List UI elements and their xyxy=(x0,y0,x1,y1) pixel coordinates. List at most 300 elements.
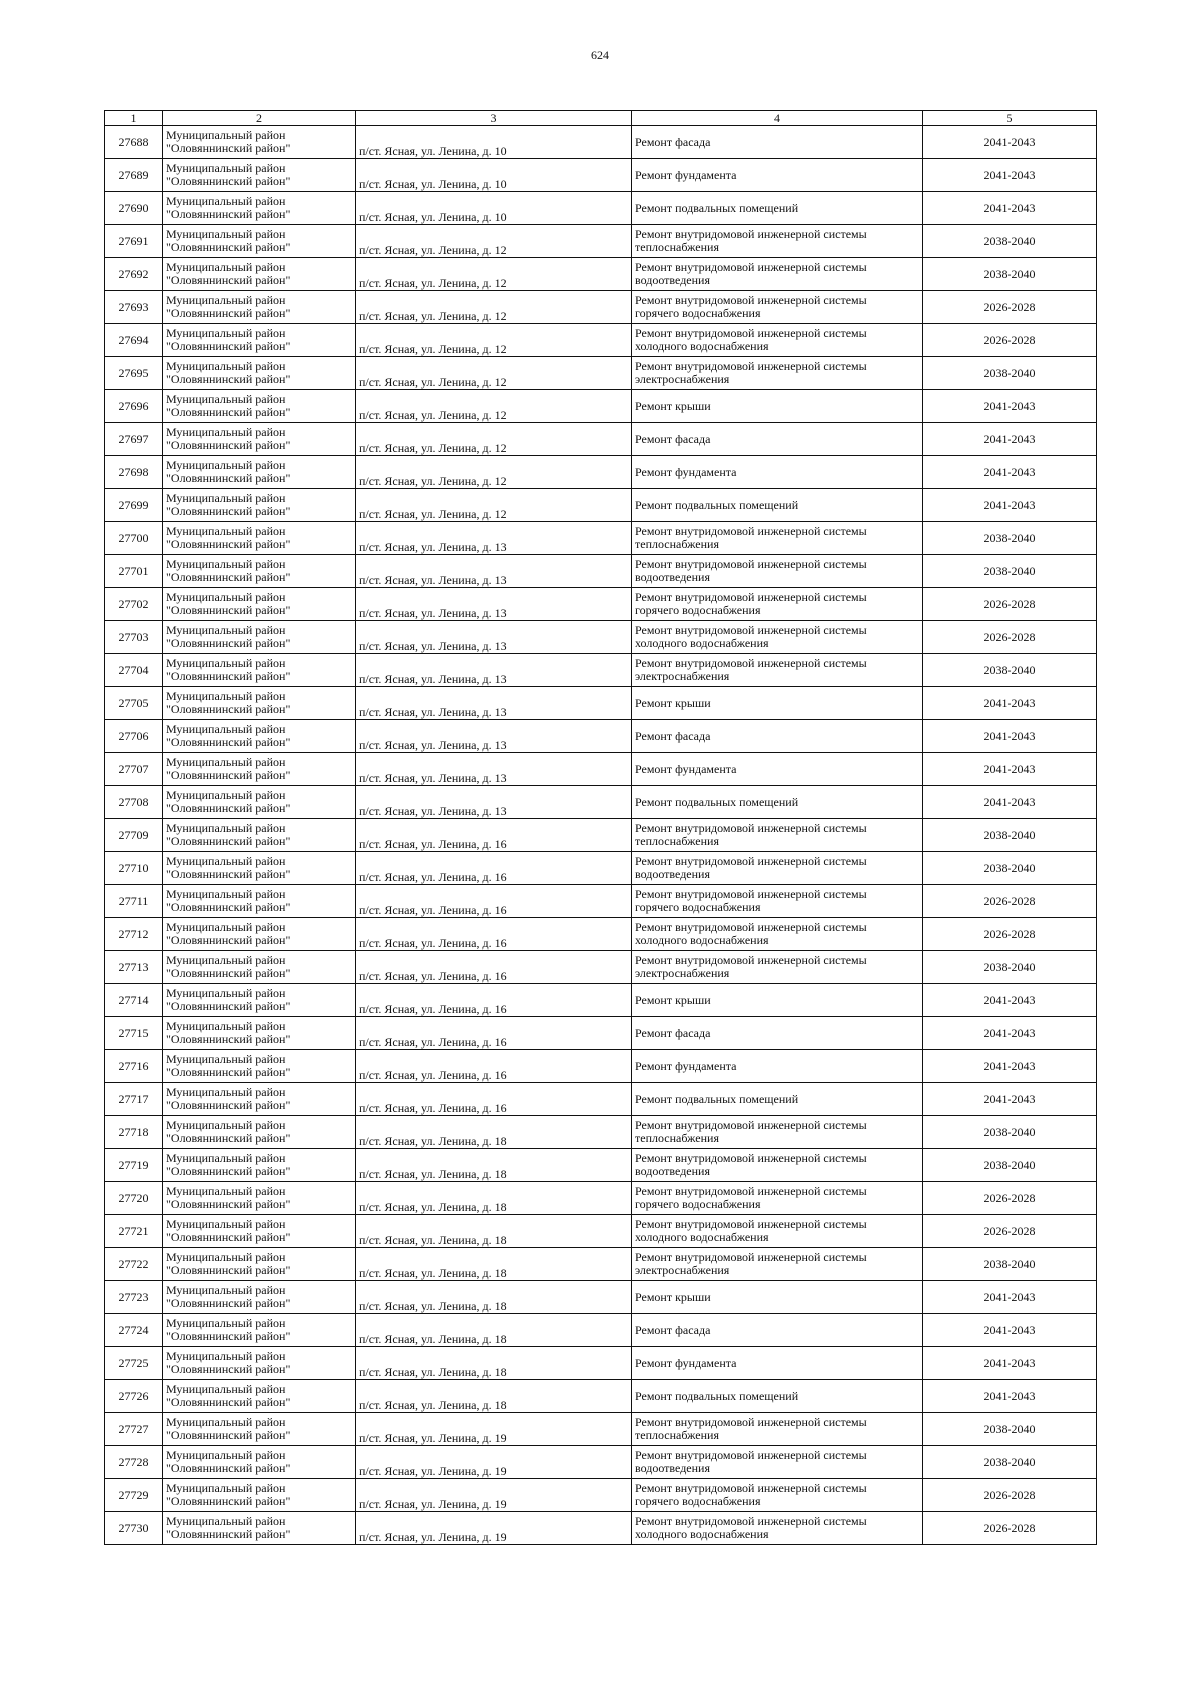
work-type-line: электроснабжения xyxy=(635,966,730,980)
table-row xyxy=(105,357,1097,390)
row-number-cell: 27727 xyxy=(105,1413,163,1446)
work-type-line: теплоснабжения xyxy=(635,537,719,551)
district-cell xyxy=(163,423,356,456)
address-cell: п/ст. Ясная, ул. Ленина, д. 10 xyxy=(356,126,632,159)
district-line: Муниципальный район xyxy=(166,1151,286,1165)
address-cell: п/ст. Ясная, ул. Ленина, д. 18 xyxy=(356,1182,632,1215)
district-line: Муниципальный район xyxy=(166,293,286,307)
address-cell: п/ст. Ясная, ул. Ленина, д. 12 xyxy=(356,291,632,324)
district-line: "Оловяннинский район" xyxy=(166,1032,291,1046)
period-cell: 2038-2040 xyxy=(923,1149,1097,1182)
row-number-cell: 27702 xyxy=(105,588,163,621)
district-line: Муниципальный район xyxy=(166,788,286,802)
work-type-line: Ремонт фундамента xyxy=(635,761,737,776)
work-type-line: водоотведения xyxy=(635,867,710,881)
district-cell xyxy=(163,1512,356,1545)
address-cell: п/ст. Ясная, ул. Ленина, д. 13 xyxy=(356,786,632,819)
address-cell: п/ст. Ясная, ул. Ленина, д. 16 xyxy=(356,1083,632,1116)
row-number-cell: 27710 xyxy=(105,852,163,885)
district-line: "Оловяннинский район" xyxy=(166,438,291,452)
address-cell: п/ст. Ясная, ул. Ленина, д. 12 xyxy=(356,324,632,357)
row-number-cell: 27726 xyxy=(105,1380,163,1413)
row-number-cell: 27716 xyxy=(105,1050,163,1083)
work-type-line: электроснабжения xyxy=(635,669,730,683)
district-line: "Оловяннинский район" xyxy=(166,1428,291,1442)
district-cell xyxy=(163,720,356,753)
work-type-line: Ремонт внутридомовой инженерной системы xyxy=(635,656,867,670)
work-type-cell xyxy=(632,324,923,357)
district-line: "Оловяннинский район" xyxy=(166,768,291,782)
district-cell xyxy=(163,1248,356,1281)
period-cell: 2038-2040 xyxy=(923,225,1097,258)
district-cell xyxy=(163,1050,356,1083)
work-type-line: Ремонт фундамента xyxy=(635,167,737,182)
table-row xyxy=(105,951,1097,984)
district-cell xyxy=(163,1479,356,1512)
address-cell: п/ст. Ясная, ул. Ленина, д. 13 xyxy=(356,522,632,555)
table-row xyxy=(105,1380,1097,1413)
district-line: Муниципальный район xyxy=(166,1217,286,1231)
table-row xyxy=(105,1314,1097,1347)
district-line: "Оловяннинский район" xyxy=(166,1164,291,1178)
work-type-line: Ремонт фундамента xyxy=(635,1355,737,1370)
district-line: "Оловяннинский район" xyxy=(166,603,291,617)
row-number-cell: 27699 xyxy=(105,489,163,522)
work-type-line: Ремонт внутридомовой инженерной системы xyxy=(635,1514,867,1528)
work-type-line: Ремонт внутридомовой инженерной системы xyxy=(635,1118,867,1132)
work-type-line: водоотведения xyxy=(635,570,710,584)
district-line: Муниципальный район xyxy=(166,722,286,736)
work-type-line: Ремонт внутридомовой инженерной системы xyxy=(635,953,867,967)
row-number-cell: 27700 xyxy=(105,522,163,555)
district-line: Муниципальный район xyxy=(166,392,286,406)
table-row xyxy=(105,885,1097,918)
work-type-cell xyxy=(632,1182,923,1215)
work-type-line: Ремонт фасада xyxy=(635,134,711,149)
table-row xyxy=(105,654,1097,687)
column-number-header xyxy=(105,111,1097,126)
district-line: Муниципальный район xyxy=(166,1382,286,1396)
address-cell: п/ст. Ясная, ул. Ленина, д. 19 xyxy=(356,1413,632,1446)
district-cell xyxy=(163,390,356,423)
district-line: Муниципальный район xyxy=(166,623,286,637)
work-type-line: Ремонт фасада xyxy=(635,1322,711,1337)
work-type-cell xyxy=(632,1215,923,1248)
work-type-line: Ремонт подвальных помещений xyxy=(635,1091,799,1106)
work-type-cell xyxy=(632,819,923,852)
row-number-cell: 27689 xyxy=(105,159,163,192)
district-line: Муниципальный район xyxy=(166,458,286,472)
row-number-cell: 27717 xyxy=(105,1083,163,1116)
row-number-cell: 27729 xyxy=(105,1479,163,1512)
district-cell xyxy=(163,1116,356,1149)
address-cell: п/ст. Ясная, ул. Ленина, д. 12 xyxy=(356,489,632,522)
district-cell xyxy=(163,1347,356,1380)
row-number-cell: 27728 xyxy=(105,1446,163,1479)
work-type-line: Ремонт внутридомовой инженерной системы xyxy=(635,557,867,571)
table-row xyxy=(105,984,1097,1017)
row-number-cell: 27692 xyxy=(105,258,163,291)
table-row xyxy=(105,1446,1097,1479)
district-line: "Оловяннинский район" xyxy=(166,1065,291,1079)
work-type-line: электроснабжения xyxy=(635,372,730,386)
row-number-cell: 27712 xyxy=(105,918,163,951)
district-line: "Оловяннинский район" xyxy=(166,339,291,353)
work-type-cell xyxy=(632,291,923,324)
work-type-cell xyxy=(632,1248,923,1281)
row-number-cell: 27718 xyxy=(105,1116,163,1149)
work-type-cell xyxy=(632,951,923,984)
district-line: "Оловяннинский район" xyxy=(166,240,291,254)
address-cell: п/ст. Ясная, ул. Ленина, д. 12 xyxy=(356,456,632,489)
table-row xyxy=(105,423,1097,456)
address-cell: п/ст. Ясная, ул. Ленина, д. 18 xyxy=(356,1116,632,1149)
work-type-cell xyxy=(632,456,923,489)
work-type-line: электроснабжения xyxy=(635,1263,730,1277)
work-type-line: холодного водоснабжения xyxy=(635,636,769,650)
work-type-cell xyxy=(632,1050,923,1083)
district-line: Муниципальный район xyxy=(166,227,286,241)
district-line: Муниципальный район xyxy=(166,1184,286,1198)
work-type-cell xyxy=(632,654,923,687)
address-cell: п/ст. Ясная, ул. Ленина, д. 16 xyxy=(356,984,632,1017)
work-type-cell xyxy=(632,621,923,654)
period-cell: 2041-2043 xyxy=(923,1017,1097,1050)
work-type-cell xyxy=(632,984,923,1017)
address-cell: п/ст. Ясная, ул. Ленина, д. 16 xyxy=(356,918,632,951)
table-row xyxy=(105,1182,1097,1215)
district-cell xyxy=(163,258,356,291)
district-line: Муниципальный район xyxy=(166,1481,286,1495)
row-number-cell: 27708 xyxy=(105,786,163,819)
address-cell: п/ст. Ясная, ул. Ленина, д. 18 xyxy=(356,1248,632,1281)
table-row xyxy=(105,291,1097,324)
work-type-line: Ремонт внутридомовой инженерной системы xyxy=(635,1448,867,1462)
row-number-cell: 27690 xyxy=(105,192,163,225)
district-cell xyxy=(163,192,356,225)
address-cell: п/ст. Ясная, ул. Ленина, д. 13 xyxy=(356,555,632,588)
table-row xyxy=(105,324,1097,357)
period-cell: 2041-2043 xyxy=(923,786,1097,819)
district-cell xyxy=(163,126,356,159)
period-cell: 2038-2040 xyxy=(923,852,1097,885)
district-line: Муниципальный район xyxy=(166,821,286,835)
period-cell: 2038-2040 xyxy=(923,1446,1097,1479)
row-number-cell: 27711 xyxy=(105,885,163,918)
district-line: Муниципальный район xyxy=(166,524,286,538)
district-cell xyxy=(163,1083,356,1116)
work-type-cell xyxy=(632,687,923,720)
row-number-cell: 27706 xyxy=(105,720,163,753)
table-row xyxy=(105,720,1097,753)
district-cell xyxy=(163,654,356,687)
period-cell: 2038-2040 xyxy=(923,1116,1097,1149)
district-line: Муниципальный район xyxy=(166,194,286,208)
row-number-cell: 27721 xyxy=(105,1215,163,1248)
district-line: Муниципальный район xyxy=(166,425,286,439)
district-line: Муниципальный район xyxy=(166,1052,286,1066)
work-type-line: Ремонт внутридомовой инженерной системы xyxy=(635,1217,867,1231)
row-number-cell: 27715 xyxy=(105,1017,163,1050)
work-type-cell xyxy=(632,489,923,522)
district-cell xyxy=(163,522,356,555)
row-number-cell: 27694 xyxy=(105,324,163,357)
period-cell: 2026-2028 xyxy=(923,1512,1097,1545)
period-cell: 2038-2040 xyxy=(923,654,1097,687)
district-line: "Оловяннинский район" xyxy=(166,1230,291,1244)
district-line: Муниципальный район xyxy=(166,590,286,604)
work-type-cell xyxy=(632,1281,923,1314)
table-row xyxy=(105,225,1097,258)
row-number-cell: 27724 xyxy=(105,1314,163,1347)
district-line: "Оловяннинский район" xyxy=(166,867,291,881)
district-line: Муниципальный район xyxy=(166,128,286,142)
work-type-line: Ремонт внутридомовой инженерной системы xyxy=(635,260,867,274)
district-line: "Оловяннинский район" xyxy=(166,669,291,683)
address-cell: п/ст. Ясная, ул. Ленина, д. 10 xyxy=(356,192,632,225)
address-cell: п/ст. Ясная, ул. Ленина, д. 16 xyxy=(356,852,632,885)
row-number-cell: 27705 xyxy=(105,687,163,720)
address-cell: п/ст. Ясная, ул. Ленина, д. 13 xyxy=(356,753,632,786)
district-cell xyxy=(163,291,356,324)
district-line: "Оловяннинский район" xyxy=(166,636,291,650)
work-type-line: теплоснабжения xyxy=(635,1131,719,1145)
work-type-line: Ремонт внутридомовой инженерной системы xyxy=(635,227,867,241)
district-cell xyxy=(163,555,356,588)
work-type-line: водоотведения xyxy=(635,1461,710,1475)
district-line: Муниципальный район xyxy=(166,1283,286,1297)
table-row xyxy=(105,687,1097,720)
address-cell: п/ст. Ясная, ул. Ленина, д. 19 xyxy=(356,1446,632,1479)
period-cell: 2026-2028 xyxy=(923,291,1097,324)
district-line: "Оловяннинский район" xyxy=(166,1527,291,1541)
address-cell: п/ст. Ясная, ул. Ленина, д. 12 xyxy=(356,390,632,423)
column-header-2: 2 xyxy=(163,111,356,126)
work-type-line: Ремонт фасада xyxy=(635,431,711,446)
work-type-cell xyxy=(632,1446,923,1479)
period-cell: 2026-2028 xyxy=(923,1182,1097,1215)
district-line: Муниципальный район xyxy=(166,359,286,373)
period-cell: 2041-2043 xyxy=(923,390,1097,423)
work-type-line: Ремонт крыши xyxy=(635,398,711,413)
district-cell xyxy=(163,852,356,885)
address-cell: п/ст. Ясная, ул. Ленина, д. 10 xyxy=(356,159,632,192)
period-cell: 2038-2040 xyxy=(923,1413,1097,1446)
district-line: "Оловяннинский район" xyxy=(166,999,291,1013)
row-number-cell: 27719 xyxy=(105,1149,163,1182)
district-line: "Оловяннинский район" xyxy=(166,702,291,716)
period-cell: 2038-2040 xyxy=(923,951,1097,984)
table-row xyxy=(105,1413,1097,1446)
period-cell: 2041-2043 xyxy=(923,1314,1097,1347)
district-line: "Оловяннинский район" xyxy=(166,306,291,320)
work-type-line: Ремонт внутридомовой инженерной системы xyxy=(635,821,867,835)
work-type-line: Ремонт крыши xyxy=(635,992,711,1007)
work-type-cell xyxy=(632,720,923,753)
district-cell xyxy=(163,588,356,621)
work-type-cell xyxy=(632,1116,923,1149)
work-type-line: Ремонт внутридомовой инженерной системы xyxy=(635,359,867,373)
district-line: "Оловяннинский район" xyxy=(166,273,291,287)
period-cell: 2038-2040 xyxy=(923,555,1097,588)
district-line: Муниципальный район xyxy=(166,854,286,868)
address-cell: п/ст. Ясная, ул. Ленина, д. 16 xyxy=(356,819,632,852)
period-cell: 2026-2028 xyxy=(923,621,1097,654)
district-line: "Оловяннинский район" xyxy=(166,1362,291,1376)
district-cell xyxy=(163,1446,356,1479)
address-cell: п/ст. Ясная, ул. Ленина, д. 18 xyxy=(356,1215,632,1248)
district-line: Муниципальный район xyxy=(166,920,286,934)
period-cell: 2041-2043 xyxy=(923,1281,1097,1314)
district-line: Муниципальный район xyxy=(166,326,286,340)
district-line: Муниципальный район xyxy=(166,887,286,901)
work-type-cell xyxy=(632,852,923,885)
district-cell xyxy=(163,159,356,192)
work-type-line: Ремонт внутридомовой инженерной системы xyxy=(635,1151,867,1165)
table-row xyxy=(105,1347,1097,1380)
table-row xyxy=(105,1479,1097,1512)
district-line: Муниципальный район xyxy=(166,1415,286,1429)
table-row xyxy=(105,159,1097,192)
district-cell xyxy=(163,324,356,357)
table-row xyxy=(105,522,1097,555)
district-line: "Оловяннинский район" xyxy=(166,537,291,551)
table-row xyxy=(105,918,1097,951)
address-cell: п/ст. Ясная, ул. Ленина, д. 12 xyxy=(356,225,632,258)
row-number-cell: 27688 xyxy=(105,126,163,159)
period-cell: 2026-2028 xyxy=(923,885,1097,918)
period-cell: 2041-2043 xyxy=(923,1347,1097,1380)
period-cell: 2038-2040 xyxy=(923,258,1097,291)
row-number-cell: 27696 xyxy=(105,390,163,423)
period-cell: 2041-2043 xyxy=(923,489,1097,522)
work-type-line: горячего водоснабжения xyxy=(635,306,761,320)
work-type-cell xyxy=(632,1347,923,1380)
table-row xyxy=(105,1050,1097,1083)
district-cell xyxy=(163,225,356,258)
address-cell: п/ст. Ясная, ул. Ленина, д. 18 xyxy=(356,1149,632,1182)
work-type-line: Ремонт внутридомовой инженерной системы xyxy=(635,1481,867,1495)
work-type-line: Ремонт фасада xyxy=(635,728,711,743)
district-cell xyxy=(163,1182,356,1215)
period-cell: 2026-2028 xyxy=(923,324,1097,357)
table-row xyxy=(105,753,1097,786)
work-type-cell xyxy=(632,1512,923,1545)
row-number-cell: 27704 xyxy=(105,654,163,687)
table-row xyxy=(105,819,1097,852)
period-cell: 2041-2043 xyxy=(923,159,1097,192)
district-line: "Оловяннинский район" xyxy=(166,1296,291,1310)
work-type-line: Ремонт внутридомовой инженерной системы xyxy=(635,524,867,538)
table-row xyxy=(105,1149,1097,1182)
work-type-line: Ремонт внутридомовой инженерной системы xyxy=(635,920,867,934)
period-cell: 2041-2043 xyxy=(923,753,1097,786)
work-type-line: горячего водоснабжения xyxy=(635,900,761,914)
district-line: "Оловяннинский район" xyxy=(166,966,291,980)
address-cell: п/ст. Ясная, ул. Ленина, д. 13 xyxy=(356,588,632,621)
work-type-cell xyxy=(632,522,923,555)
work-type-line: горячего водоснабжения xyxy=(635,1494,761,1508)
work-type-line: горячего водоснабжения xyxy=(635,1197,761,1211)
district-cell xyxy=(163,621,356,654)
table-row xyxy=(105,1017,1097,1050)
district-cell xyxy=(163,687,356,720)
district-line: Муниципальный район xyxy=(166,1349,286,1363)
work-type-cell xyxy=(632,225,923,258)
row-number-cell: 27701 xyxy=(105,555,163,588)
district-line: Муниципальный район xyxy=(166,1250,286,1264)
district-line: "Оловяннинский район" xyxy=(166,174,291,188)
work-type-cell xyxy=(632,1149,923,1182)
district-cell xyxy=(163,885,356,918)
district-line: Муниципальный район xyxy=(166,1019,286,1033)
row-number-cell: 27730 xyxy=(105,1512,163,1545)
table-row xyxy=(105,1215,1097,1248)
table-row xyxy=(105,852,1097,885)
district-cell xyxy=(163,1314,356,1347)
address-cell: п/ст. Ясная, ул. Ленина, д. 16 xyxy=(356,1017,632,1050)
row-number-cell: 27722 xyxy=(105,1248,163,1281)
column-header-1: 1 xyxy=(105,111,163,126)
district-line: "Оловяннинский район" xyxy=(166,471,291,485)
district-line: Муниципальный район xyxy=(166,755,286,769)
address-cell: п/ст. Ясная, ул. Ленина, д. 13 xyxy=(356,720,632,753)
work-type-cell xyxy=(632,885,923,918)
period-cell: 2038-2040 xyxy=(923,819,1097,852)
district-line: Муниципальный район xyxy=(166,986,286,1000)
row-number-cell: 27693 xyxy=(105,291,163,324)
district-cell xyxy=(163,456,356,489)
row-number-cell: 27691 xyxy=(105,225,163,258)
address-cell: п/ст. Ясная, ул. Ленина, д. 18 xyxy=(356,1380,632,1413)
column-header-3: 3 xyxy=(356,111,632,126)
work-type-cell xyxy=(632,1083,923,1116)
table-row xyxy=(105,786,1097,819)
district-cell xyxy=(163,1413,356,1446)
work-type-cell xyxy=(632,1413,923,1446)
table-row xyxy=(105,555,1097,588)
work-type-line: водоотведения xyxy=(635,1164,710,1178)
work-type-line: Ремонт внутридомовой инженерной системы xyxy=(635,1415,867,1429)
work-type-cell xyxy=(632,357,923,390)
district-cell xyxy=(163,753,356,786)
work-type-cell xyxy=(632,423,923,456)
address-cell: п/ст. Ясная, ул. Ленина, д. 18 xyxy=(356,1314,632,1347)
work-type-cell xyxy=(632,390,923,423)
period-cell: 2041-2043 xyxy=(923,192,1097,225)
table-row xyxy=(105,1281,1097,1314)
work-type-line: теплоснабжения xyxy=(635,240,719,254)
row-number-cell: 27707 xyxy=(105,753,163,786)
period-cell: 2041-2043 xyxy=(923,456,1097,489)
district-cell xyxy=(163,1149,356,1182)
work-type-line: Ремонт подвальных помещений xyxy=(635,497,799,512)
table-row xyxy=(105,1116,1097,1149)
page-number: 624 xyxy=(591,48,609,62)
table-row xyxy=(105,621,1097,654)
district-line: Муниципальный район xyxy=(166,557,286,571)
district-cell xyxy=(163,951,356,984)
district-line: "Оловяннинский район" xyxy=(166,141,291,155)
period-cell: 2038-2040 xyxy=(923,1248,1097,1281)
table-body xyxy=(105,111,1097,1545)
table-row xyxy=(105,588,1097,621)
work-type-cell xyxy=(632,126,923,159)
address-cell: п/ст. Ясная, ул. Ленина, д. 19 xyxy=(356,1479,632,1512)
work-type-line: Ремонт подвальных помещений xyxy=(635,1388,799,1403)
district-cell xyxy=(163,1017,356,1050)
district-line: "Оловяннинский район" xyxy=(166,504,291,518)
